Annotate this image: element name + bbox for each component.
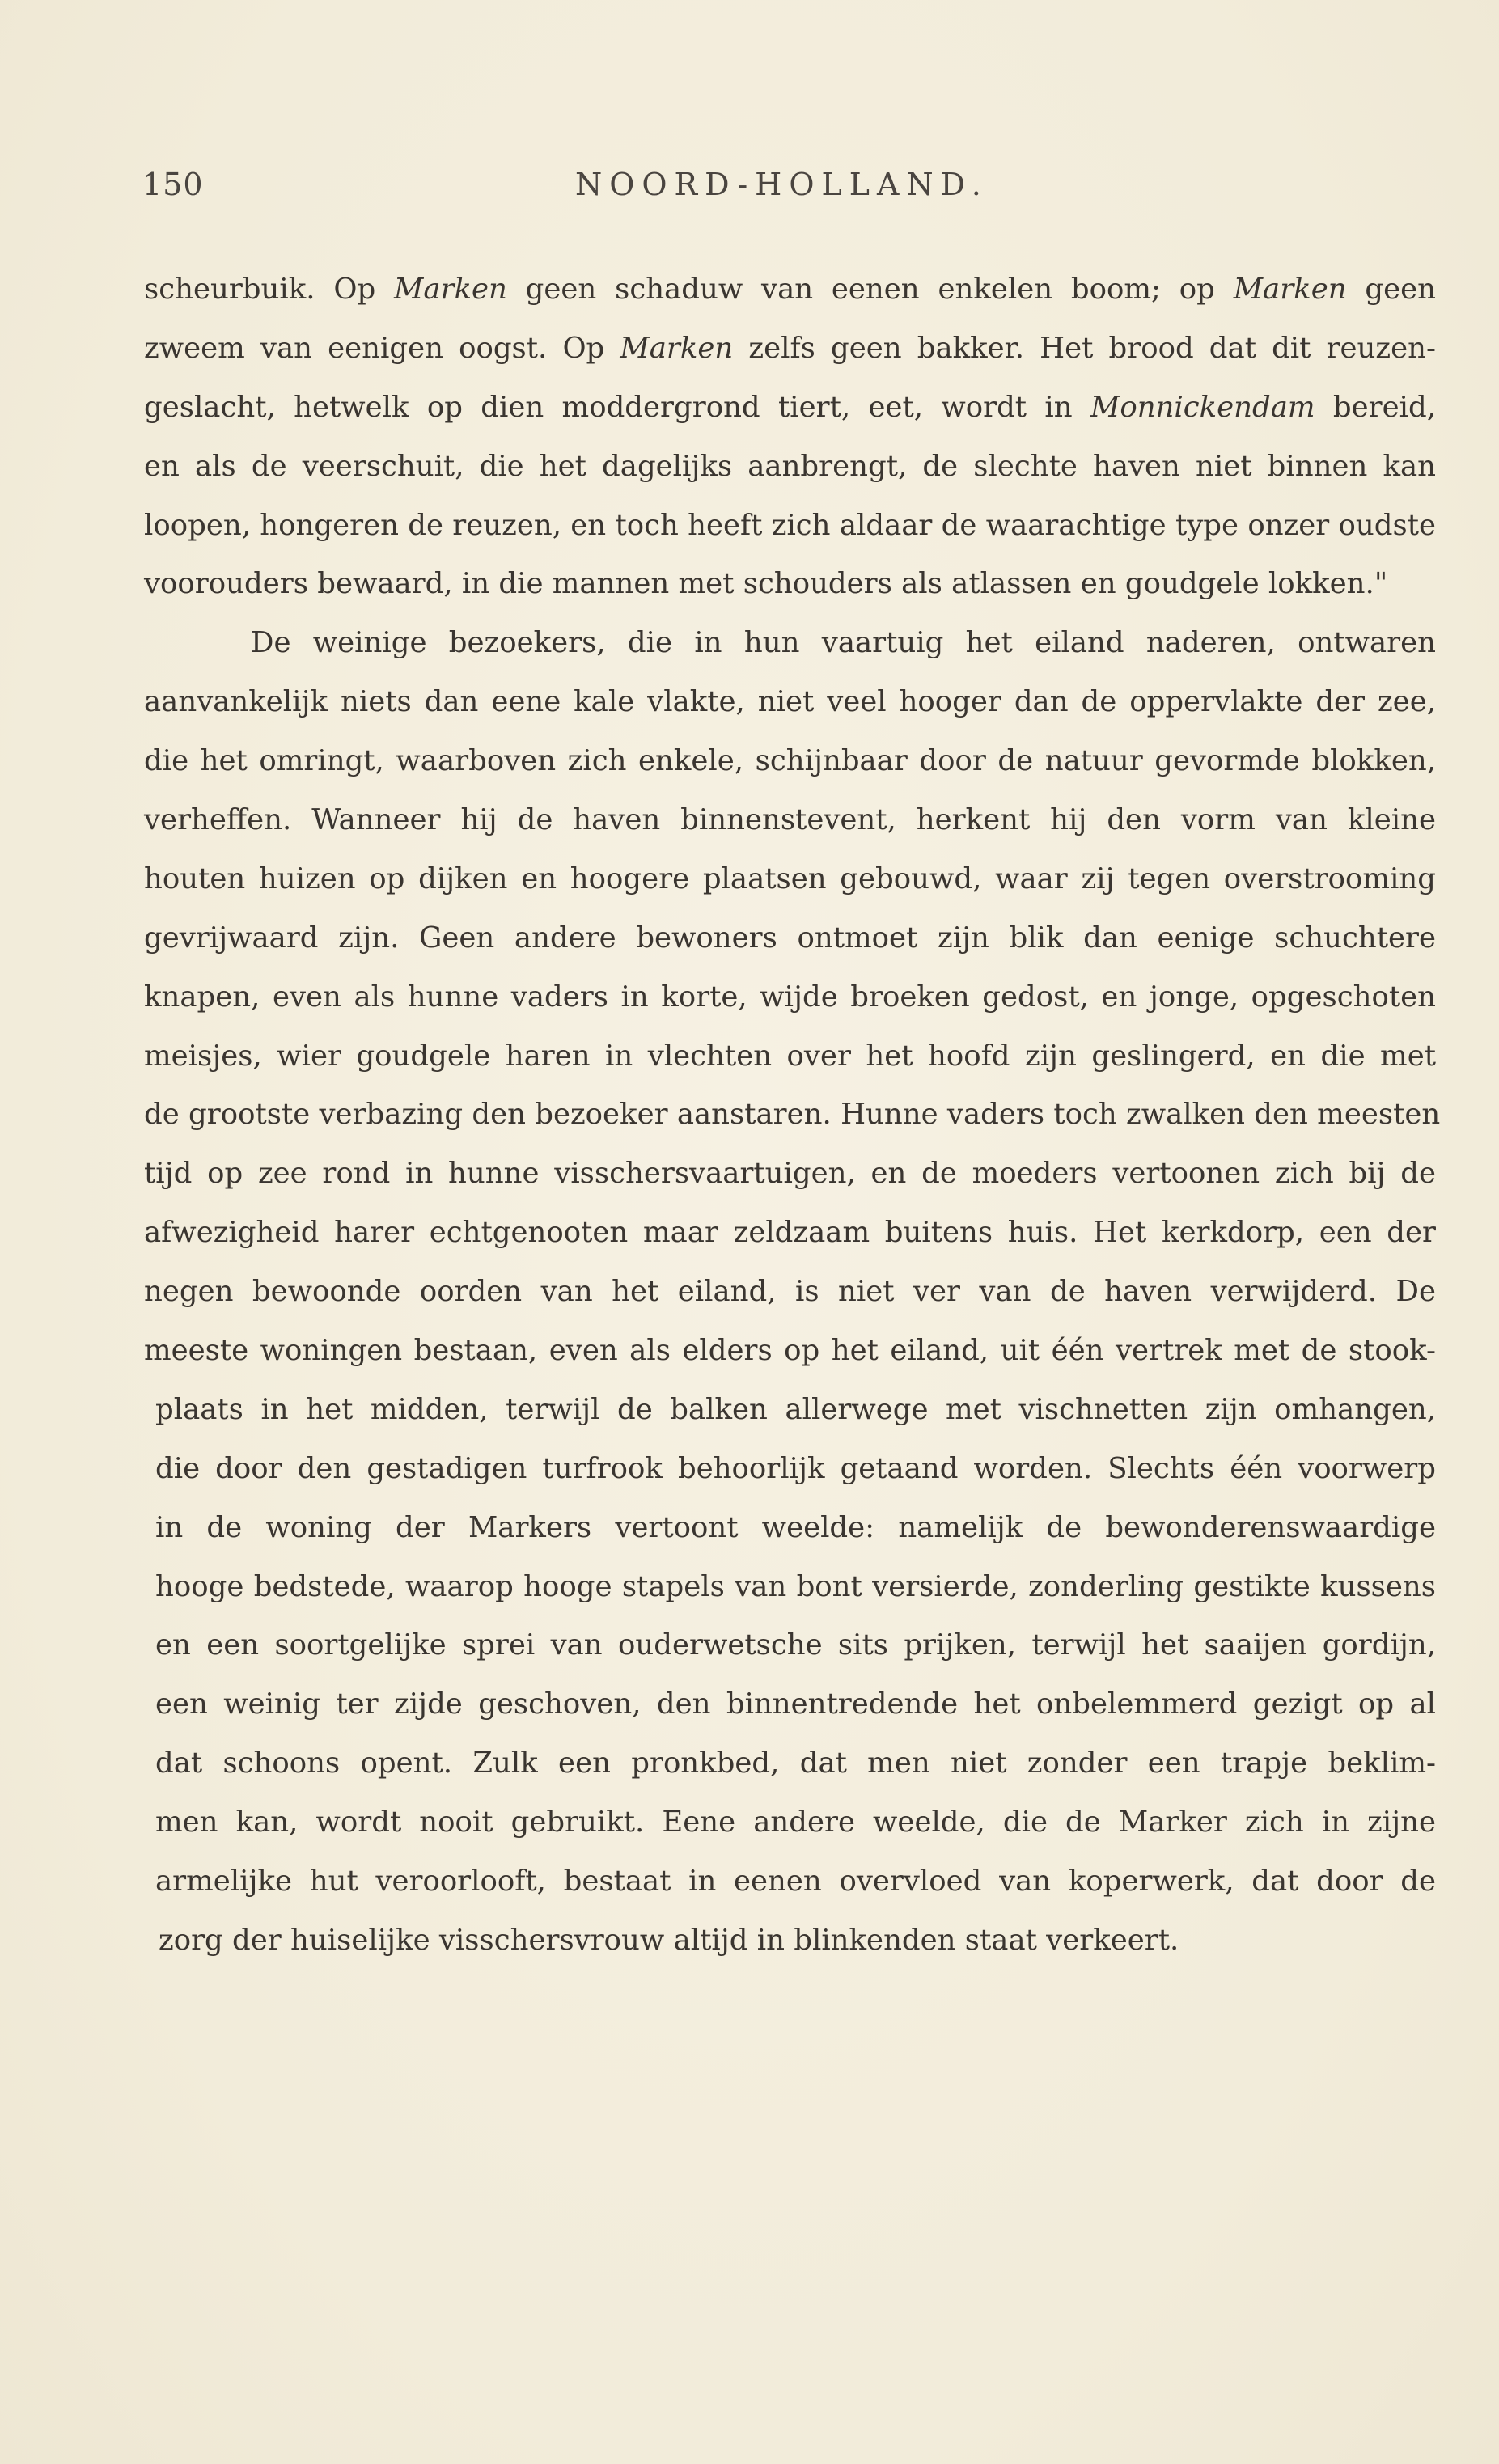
italic-place-name: Monnickendam [1090, 390, 1315, 424]
paragraph-end-line: zorg der huiselijke visschersvrouw altijd in blinkenden staat verkeert. [159, 1923, 1179, 1957]
text-line: verheffen. Wanneer hij de haven binnenstevent, herkent hij den vorm van kleine [144, 803, 1436, 837]
text-line: dat schoons opent. Zulk een pronkbed, dat men niet zonder een trapje beklim- [155, 1746, 1436, 1780]
text-line: gevrijwaard zijn. Geen andere bewoners ontmoet zijn blik dan eenige schuchtere [144, 921, 1436, 955]
body-text [144, 260, 1441, 1971]
paragraph-end-line: voorouders bewaard, in die mannen met schouders als atlassen en goudgele lokken." [144, 567, 1388, 601]
text-line: een weinig ter zijde geschoven, den binnentredende het onbelemmerd gezigt op al [155, 1687, 1436, 1721]
text-line: plaats in het midden, terwijl de balken allerwege met vischnetten zijn omhangen, [155, 1392, 1436, 1426]
text-line: zweem van eenigen oogst. Op Marken zelfs geen bakker. Het brood dat dit reuzen- [144, 331, 1436, 365]
text-line: men kan, wordt nooit gebruikt. Eene andere weelde, die de Marker zich in zijne [155, 1806, 1436, 1840]
running-head: NOORD-HOLLAND. [575, 167, 989, 202]
text-line: armelijke hut veroorlooft, bestaat in eenen overvloed van koperwerk, dat door de [155, 1865, 1436, 1899]
paragraph-start-line: De weinige bezoekers, die in hun vaartuig het eiland naderen, ontwaren [251, 626, 1436, 660]
text-line: geslacht, hetwelk op dien moddergrond tiert, eet, wordt in Monnickendam bereid, [144, 390, 1436, 424]
text-line: in de woning der Markers vertoont weelde: namelijk de bewonderenswaardige [155, 1510, 1436, 1544]
text-line: meeste woningen bestaan, even als elders op het eiland, uit één vertrek met de stook- [144, 1334, 1436, 1368]
text-line: afwezigheid harer echtgenooten maar zeldzaam buitens huis. Het kerkdorp, een der [144, 1216, 1436, 1250]
text-line: negen bewoonde oorden van het eiland, is niet ver van de haven verwijderd. De [144, 1275, 1436, 1309]
text-line: de grootste verbazing den bezoeker aanstaren. Hunne vaders toch zwalken den meesten [144, 1098, 1441, 1132]
text-line: die het omringt, waarboven zich enkele, schijnbaar door de natuur gevormde blokken, [144, 744, 1436, 778]
text-line: houten huizen op dijken en hoogere plaatsen gebouwd, waar zij tegen overstrooming [144, 862, 1436, 895]
text-line: tijd op zee rond in hunne visschersvaartuigen, en de moeders vertoonen zich bij de [144, 1157, 1436, 1191]
text-line: scheurbuik. Op Marken geen schaduw van eenen enkelen boom; op Marken geen [144, 273, 1436, 306]
italic-place-name: Marken [1233, 273, 1347, 306]
text-line: en een soortgelijke sprei van ouderwetsche sits prijken, terwijl het saaijen gordijn, [155, 1628, 1436, 1662]
text-line: knapen, even als hunne vaders in korte, wijde broeken gedost, en jonge, opgeschoten [144, 980, 1436, 1014]
page-number: 150 [142, 167, 204, 202]
text-line: loopen, hongeren de reuzen, en toch heeft zich aldaar de waarachtige type onzer oudste [144, 508, 1436, 542]
text-line: aanvankelijk niets dan eene kale vlakte, niet veel hooger dan de oppervlakte der zee, [144, 685, 1436, 719]
text-line: die door den gestadigen turfrook behoorlijk getaand worden. Slechts één voorwerp [155, 1451, 1436, 1485]
text-line: hooge bedstede, waarop hooge stapels van bont versierde, zonderling gestikte kussens [155, 1569, 1436, 1603]
page-header [142, 167, 1356, 215]
italic-place-name: Marken [394, 273, 507, 306]
text-line: meisjes, wier goudgele haren in vlechten over het hoofd zijn geslingerd, en die met [144, 1039, 1436, 1073]
italic-place-name: Marken [620, 331, 734, 365]
text-line: en als de veerschuit, die het dagelijks aanbrengt, de slechte haven niet binnen kan [144, 449, 1436, 483]
